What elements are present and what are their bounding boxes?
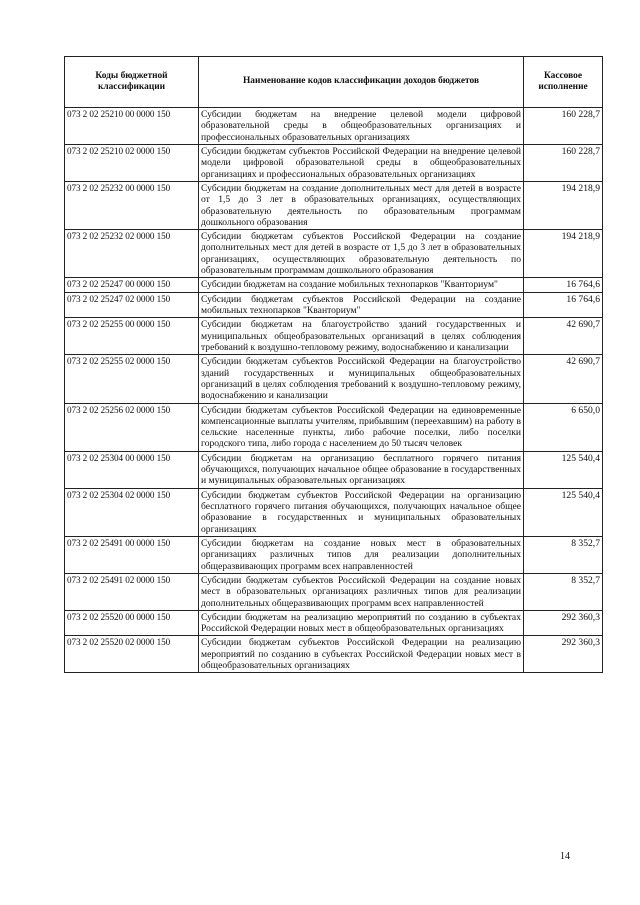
table-row: [65, 278, 603, 292]
cell-code: 073 2 02 25210 00 0000 150: [65, 108, 199, 145]
table-row: [65, 573, 603, 610]
cell-name: Субсидии бюджетам субъектов Российской Федерации на организацию бесплатного горячего питания обучающихся, получающих начальное общее образование в государственных и муниципальных образовательных организациях: [199, 488, 524, 536]
cell-amount: 194 218,9: [524, 230, 603, 278]
cell-code: 073 2 02 25491 00 0000 150: [65, 536, 199, 573]
cell-code: 073 2 02 25255 00 0000 150: [65, 318, 199, 355]
cell-amount: 8 352,7: [524, 573, 603, 610]
cell-amount: 194 218,9: [524, 181, 603, 229]
cell-name: Субсидии бюджетам на организацию бесплатного горячего питания обучающихся, получающих начальное общее образование в государственных и муниципальных образовательных организациях: [199, 451, 524, 488]
cell-code: 073 2 02 25304 00 0000 150: [65, 451, 199, 488]
table-row: [65, 488, 603, 536]
cell-name: Субсидии бюджетам субъектов Российской Федерации на внедрение целевой модели цифровой образовательной среды в общеобразовательных организациях и профессиональных образовательных организациях: [199, 144, 524, 181]
cell-amount: 42 690,7: [524, 318, 603, 355]
cell-name: Субсидии бюджетам на создание новых мест в образовательных организациях различных типов для реализации дополнительных общеразвивающих программ всех направленностей: [199, 536, 524, 573]
cell-code: 073 2 02 25520 00 0000 150: [65, 610, 199, 636]
cell-code: 073 2 02 25247 02 0000 150: [65, 292, 199, 318]
table-body: [65, 108, 603, 673]
cell-code: 073 2 02 25520 02 0000 150: [65, 636, 199, 673]
cell-amount: 125 540,4: [524, 488, 603, 536]
cell-name: Субсидии бюджетам субъектов Российской Федерации на реализацию мероприятий по созданию в субъектах Российской Федерации новых мест в общеобразовательных организациях: [199, 636, 524, 673]
cell-code: 073 2 02 25491 02 0000 150: [65, 573, 199, 610]
cell-name: Субсидии бюджетам на внедрение целевой модели цифровой образовательной среды в общеобразовательных организациях и профессиональных образовательных организациях: [199, 108, 524, 145]
budget-revenue-table: [64, 56, 603, 673]
cell-amount: 16 764,6: [524, 278, 603, 292]
table-row: [65, 355, 603, 403]
cell-name: Субсидии бюджетам на создание дополнительных мест для детей в возрасте от 1,5 до 3 лет в образовательных организациях, осуществляющих образовательную деятельность по образовательным программам дошкольного образования: [199, 181, 524, 229]
cell-name: Субсидии бюджетам субъектов Российской Федерации на создание новых мест в образовательных организациях различных типов для реализации дополнительных общеразвивающих программ всех направленностей: [199, 573, 524, 610]
table-row: [65, 108, 603, 145]
header-code: Коды бюджетной классификации: [65, 57, 199, 108]
header-name: Наименование кодов классификации доходов бюджетов: [199, 57, 524, 108]
table-row: [65, 610, 603, 636]
cell-name: Субсидии бюджетам субъектов Российской Федерации на благоустройство зданий государственных и муниципальных общеобразовательных организаций в целях соблюдения требований к воздушно-тепловому режиму, водоснабжению и канализации: [199, 355, 524, 403]
table-row: [65, 451, 603, 488]
cell-name: Субсидии бюджетам субъектов Российской Федерации на создание мобильных технопарков "Кванториум": [199, 292, 524, 318]
cell-code: 073 2 02 25210 02 0000 150: [65, 144, 199, 181]
cell-amount: 160 228,7: [524, 144, 603, 181]
table-row: [65, 292, 603, 318]
cell-amount: 16 764,6: [524, 292, 603, 318]
cell-amount: 6 650,0: [524, 403, 603, 451]
table-row: [65, 181, 603, 229]
cell-amount: 292 360,3: [524, 610, 603, 636]
table-header-row: [65, 57, 603, 108]
page-number: 14: [560, 851, 570, 862]
table-row: [65, 536, 603, 573]
cell-amount: 8 352,7: [524, 536, 603, 573]
cell-name: Субсидии бюджетам на благоустройство зданий государственных и муниципальных общеобразовательных организаций в целях соблюдения требований к воздушно-тепловому режиму, водоснабжению и канализации: [199, 318, 524, 355]
cell-code: 073 2 02 25247 00 0000 150: [65, 278, 199, 292]
cell-code: 073 2 02 25255 02 0000 150: [65, 355, 199, 403]
cell-amount: 42 690,7: [524, 355, 603, 403]
cell-name: Субсидии бюджетам на создание мобильных технопарков "Кванториум": [199, 278, 524, 292]
cell-code: 073 2 02 25304 02 0000 150: [65, 488, 199, 536]
cell-code: 073 2 02 25232 02 0000 150: [65, 230, 199, 278]
cell-name: Субсидии бюджетам субъектов Российской Федерации на создание дополнительных мест для детей в возрасте от 1,5 до 3 лет в образовательных организациях, осуществляющих образовательную деятельность по образовательным программам дошкольного образования: [199, 230, 524, 278]
header-amount: Кассовое исполнение: [524, 57, 603, 108]
cell-code: 073 2 02 25256 02 0000 150: [65, 403, 199, 451]
cell-code: 073 2 02 25232 00 0000 150: [65, 181, 199, 229]
cell-name: Субсидии бюджетам на реализацию мероприятий по созданию в субъектах Российской Федерации новых мест в общеобразовательных организациях: [199, 610, 524, 636]
table-row: [65, 403, 603, 451]
cell-amount: 292 360,3: [524, 636, 603, 673]
table-row: [65, 230, 603, 278]
table-row: [65, 318, 603, 355]
table-row: [65, 144, 603, 181]
cell-amount: 125 540,4: [524, 451, 603, 488]
cell-name: Субсидии бюджетам субъектов Российской Федерации на единовременные компенсационные выплаты учителям, прибывшим (переехавшим) на работу в сельские населенные пункты, либо рабочие поселки, либо поселки городского типа, либо города с населением до 50 тысяч человек: [199, 403, 524, 451]
table-row: [65, 636, 603, 673]
cell-amount: 160 228,7: [524, 108, 603, 145]
